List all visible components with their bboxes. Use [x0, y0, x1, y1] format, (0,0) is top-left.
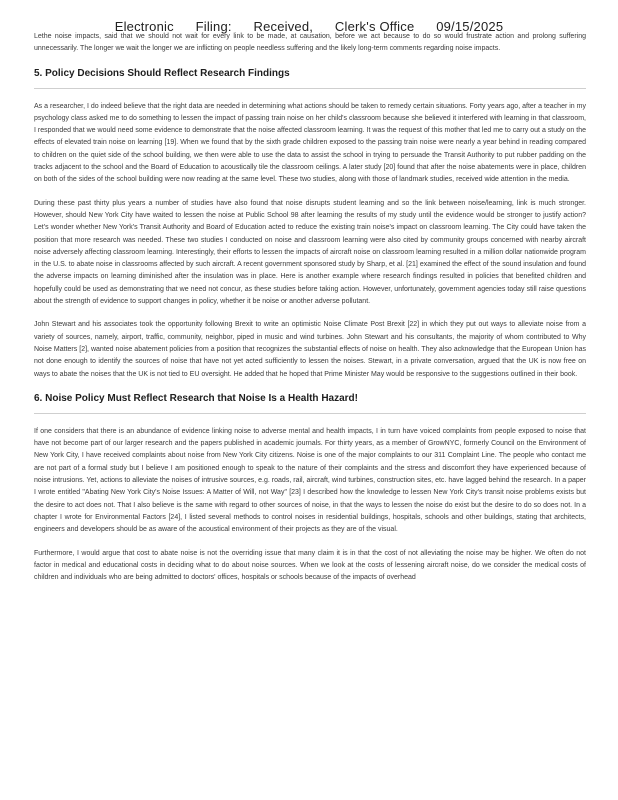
section-6-paragraph-2: Furthermore, I would argue that cost to abate noise is not the overriding issue that many claim it is in that the cost of not alleviating the noise may be higher. We often do not factor in medical and educational costs in deciding what to do about noise sources. When we look at the costs of lessening aircraft noise, do we consider the medical costs of children and individuals who are being admitted to doctors' offices, hospitals or schools because of the impacts of overhead: [34, 549, 586, 582]
section-5-divider: [34, 88, 586, 89]
section-5-heading: 5. Policy Decisions Should Reflect Research Findings: [34, 67, 290, 79]
header-received: Received,: [253, 19, 314, 34]
header-date: 09/15/2025: [436, 19, 504, 34]
document-body: [34, 31, 586, 595]
paragraph-intro-fragment: Lethe noise impacts, said that we should not wait for every link to be made, at causation, before we act because to do so would frustrate action and prolong suffering unnecessarily. The longer we wait the longer we are inflicting on people needless suffering and the likely long-term comments regarding noise impacts.: [34, 33, 586, 53]
section-5-paragraph-2: During these past thirty plus years a number of studies have also found that noise disrupts student learning and so the link between noise/learning, link is much stronger. However, should New York City have waited to lessen the noise at Public School 98 after learning the results of my study until the evidence would be stronger to justify action? Let's wonder whether New York's Transit Authority and Board of Education acted to reduce the existing train noise's impact on classroom learning. The City could have taken the position that more research was needed. These two studies I conducted on noise and classroom learning were also cited by community groups concerned with nearby aircraft noise adversely affecting classroom learning. Interestingly, their efforts to lessen the impacts of aircraft noise on classroom learning resulted in a million dollar nationwide program in the U.S. to abate noise in classrooms affected by such aircraft. A recent government sponsored study by Sharp, et al. [21] examined the effect of the sound insulation and found the adverse impacts on learning diminished after the insulation was in place. Here is another example where research findings resulted in policies that benefited children and hopefully could be used as demonstrating that we need not concur, as these studies before taking action. However, unfortunately, government agencies today still raise questions about the strength of evidence to support changes in policy, whether it be noise or another adverse pollutant.: [34, 199, 586, 306]
header-clerks-office: Clerk's Office: [334, 19, 415, 34]
header-electronic: Electronic: [114, 19, 174, 34]
section-5-paragraph-1: As a researcher, I do indeed believe that the right data are needed in determining what actions should be taken to remedy certain situations. Forty years ago, after a teacher in my psychology class asked me to do something to lessen the impact of passing train noise on her child's classroom because she believed it interfered with learning in that classroom, I responded that we would need some evidence to demonstrate that the noise affected classroom learning. It was the request of this mother that led me to carry out a study on the effects of elevated train noise on learning [19]. When we found that by the sixth grade children exposed to the passing train noise were nearly a year behind in reading compared to children on the quiet side of the school building, we then were able to use the data to assist the school in trying to persuade the Transit Authority to put rubber padding on the tracks adjacent to the school and the Board of Education to acoustically tile the classroom ceilings. A later study [20] found that after the noise abatements were in place, children on both of the sides of the school building were now reading at the same level. These two studies, along with those of landmark studies, received wide attention in the media.: [34, 102, 586, 184]
section-6-paragraph-1: If one considers that there is an abundance of evidence linking noise to adverse mental and health impacts, I in turn have voiced complaints from people exposed to noise that have not become part of our larger research and the papers published in academic journals. For thirty years, as a member of GrowNYC, formerly Council on the Environment of New York City, I have received complaints about noise from New York City citizens. Noise is one of the major complaints to our 311 Complaint Line. The people who contact me are not part of a formal study but I believe I am positioned enough to speak to the nature of their complaints and the stress and discomfort they have experienced because of noise intrusions. Yet, actions to alleviate the noises of intrusive sources, e.g. roads, rail, aircraft, wind turbines, construction sites, etc. have lagged behind the research. In a paper I wrote entitled "Abating New York City's Noise Issues: A Matter of Will, not Way" [23] I described how the knowledge to lessen New York City's transit noise problems exists but the desire to act does not. That I also believe is the same with regard to other sources of noise, in that the ways to lessen the noise do exist but the desire to do so does not. In a chapter I wrote for Environmental Factors [24], I listed several methods to control noises in residential buildings, hospitals, schools and other buildings, stating that architects, engineers and developers should be as aware of the acoustical environment of their projects as they are of the visual.: [34, 427, 586, 534]
section-6-divider: [34, 413, 586, 414]
section-5-paragraph-3: John Stewart and his associates took the opportunity following Brexit to write an optimistic Noise Climate Post Brexit [22] in which they put out ways to alleviate noise from a variety of sources, namely, airport, traffic, community, neighbor, piped in music and wind turbines. John Stewart and his consultants, the majority of whom contributed to Why Noise Matters [2], wanted noise abatement policies from a position that recognizes the substantial effects of noise on health. They also acknowledge that the European Union has not done enough to identify the sources of noise that have not yet acted sufficiently to lessen the noises. Stewart, in a private conversation, argued that the UK is now free on ways to abate the noises that the UK is not tied to EU oversight. He added that he hoped that Prime Minister May would be responsive to the suggestions outlined in their book.: [34, 321, 586, 378]
section-6-heading: 6. Noise Policy Must Reflect Research that Noise Is a Health Hazard!: [34, 392, 358, 404]
header-filing: Filing:: [195, 19, 232, 34]
